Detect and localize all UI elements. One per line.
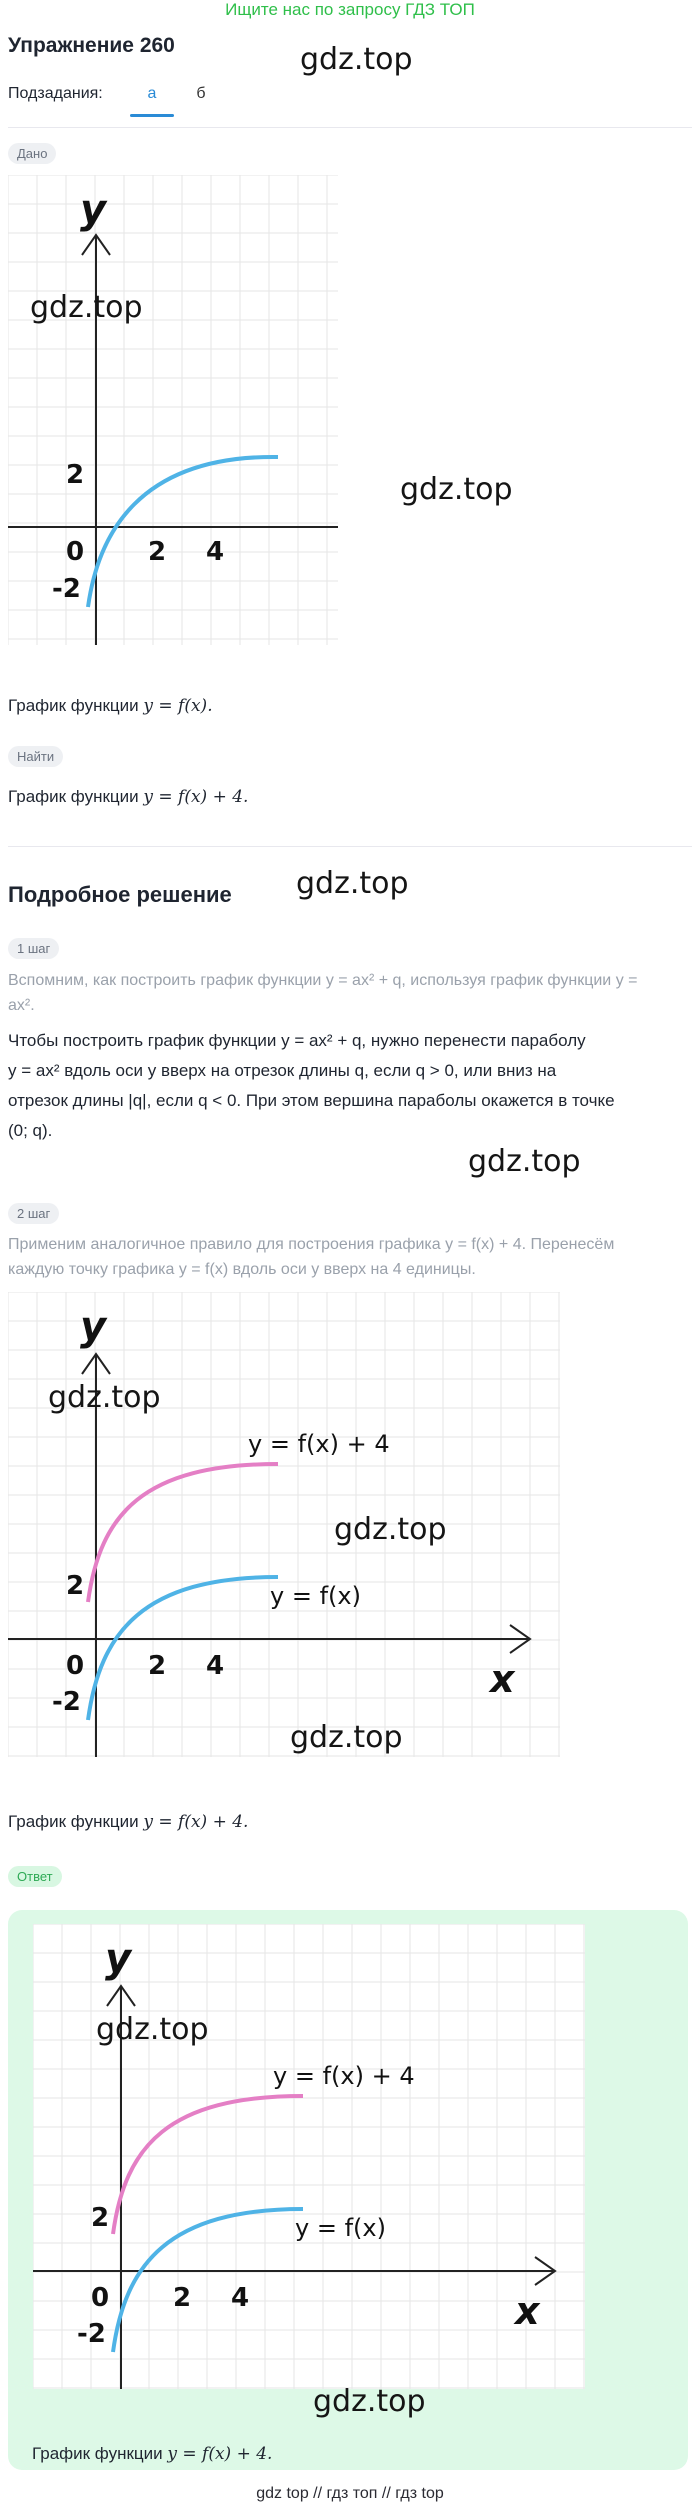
curve-f4-label: y = f(x) + 4 <box>273 2062 415 2090</box>
answer-chip: Ответ <box>8 1866 62 1887</box>
divider <box>8 127 692 128</box>
tick-label-x-2: 2 <box>173 2283 192 2313</box>
solution-graph <box>8 1292 560 1757</box>
tick-label-x-4: 4 <box>206 537 225 567</box>
tick-label-x-4: 4 <box>231 2283 250 2313</box>
curve-f4 <box>88 1464 278 1602</box>
tick-label-x-4: 4 <box>206 1651 225 1681</box>
x-axis-label: x <box>515 2289 540 2333</box>
step2-muted-text: Применим аналогичное правило для построения графика y = f(x) + 4. Перенесём каждую точку графика y = f(x) вдоль оси y вверх на 4 единицы. <box>8 1236 615 1278</box>
footer-link[interactable]: гдз top <box>395 2485 444 2502</box>
tick-label-origin: 0 <box>91 2283 110 2313</box>
watermark: gdz.top <box>96 2012 209 2047</box>
curve-f <box>88 457 278 607</box>
subtasks-label: Подзадания: <box>8 85 103 102</box>
find-text: График функции y = f(x) + 4. <box>8 787 249 807</box>
y-axis-label: y <box>105 1936 132 1982</box>
tab-subtask-b[interactable]: б <box>196 85 206 102</box>
tick-label-y-neg2: -2 <box>52 1687 81 1717</box>
tick-label-y-2: 2 <box>66 1571 85 1601</box>
curve-f4-label: y = f(x) + 4 <box>248 1430 390 1458</box>
tab-subtask-a[interactable]: а <box>147 85 157 102</box>
x-axis-label: x <box>490 1657 515 1701</box>
watermark: gdz.top <box>313 2384 426 2419</box>
given-chip: Дано <box>8 143 56 164</box>
y-axis-label: y <box>80 1304 107 1350</box>
step1-chip: 1 шаг <box>8 938 59 959</box>
footer-separator: // <box>381 2485 391 2502</box>
footer-separator: // <box>313 2485 323 2502</box>
watermark: gdz.top <box>48 1380 161 1415</box>
footer-link[interactable]: гдз топ <box>326 2485 378 2502</box>
curve-f <box>88 1577 278 1720</box>
tick-label-origin: 0 <box>66 537 85 567</box>
tick-label-y-2: 2 <box>66 460 85 490</box>
watermark: gdz.top <box>296 866 409 901</box>
tick-label-y-neg2: -2 <box>77 2319 106 2349</box>
curve-f-label: y = f(x) <box>295 2214 386 2242</box>
watermark: gdz.top <box>30 290 143 325</box>
y-axis-label: y <box>80 187 107 233</box>
step1-paragraph: Чтобы построить график функции y = ax² + q, нужно перенести параболу y = ax² вдоль оси y вверх на отрезок длины q, если q > 0, или вниз на отрезок длины |q|, если q < 0. При этом вершина параболы окажется в точке (0; q). <box>8 1031 615 1140</box>
step2-chip: 2 шаг <box>8 1203 59 1224</box>
answer-graph <box>33 1924 585 2389</box>
exercise-title: Упражнение 260 <box>8 34 175 57</box>
step1-muted-text: Вспомним, как построить график функции y = ax² + q, используя график функции y = ax². <box>8 972 638 1014</box>
top-banner[interactable]: Ищите нас по запросу ГДЗ ТОП <box>225 0 475 19</box>
given-graph <box>8 175 338 645</box>
footer-links <box>0 2485 700 2503</box>
solution-heading: Подробное решение <box>8 882 232 907</box>
tick-label-origin: 0 <box>66 1651 85 1681</box>
footer-link[interactable]: gdz top <box>256 2485 309 2502</box>
watermark: gdz.top <box>300 42 413 77</box>
active-tab-indicator <box>130 114 174 117</box>
tick-label-x-2: 2 <box>148 537 167 567</box>
watermark: gdz.top <box>400 472 513 507</box>
tick-label-y-2: 2 <box>91 2203 110 2233</box>
tick-label-y-neg2: -2 <box>52 574 81 604</box>
watermark: gdz.top <box>334 1512 447 1547</box>
tick-label-x-2: 2 <box>148 1651 167 1681</box>
watermark: gdz.top <box>468 1144 581 1179</box>
answer-caption: График функции y = f(x) + 4. <box>32 2444 273 2464</box>
find-chip: Найти <box>8 746 63 767</box>
watermark: gdz.top <box>290 1720 403 1755</box>
divider <box>8 846 692 847</box>
curve-f-label: y = f(x) <box>270 1582 361 1610</box>
step2-caption: График функции y = f(x) + 4. <box>8 1812 249 1832</box>
given-caption: График функции y = f(x). <box>8 696 213 716</box>
